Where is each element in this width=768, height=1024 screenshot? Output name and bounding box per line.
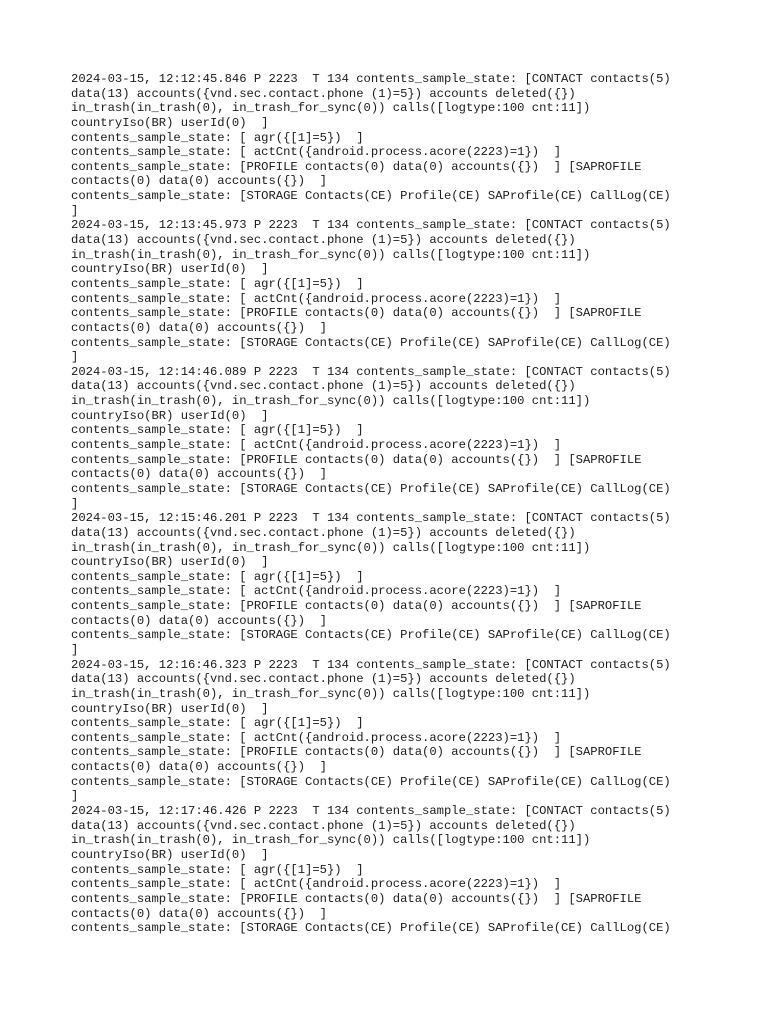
log-line: contents_sample_state: [PROFILE contacts(0) data(0) accounts({}) ] [SAPROFILE [71, 891, 642, 906]
log-line: countryIso(BR) userId(0) ] [71, 408, 269, 423]
log-line: contacts(0) data(0) accounts({}) ] [71, 613, 327, 628]
log-line: contents_sample_state: [ agr({[1]=5}) ] [71, 276, 364, 291]
log-line: data(13) accounts({vnd.sec.contact.phone (1)=5}) accounts deleted({}) [71, 379, 576, 394]
log-line: contents_sample_state: [ agr({[1]=5}) ] [71, 130, 364, 145]
log-line: ] [71, 496, 79, 511]
log-line: data(13) accounts({vnd.sec.contact.phone (1)=5}) accounts deleted({}) [71, 672, 576, 687]
log-line: contacts(0) data(0) accounts({}) ] [71, 320, 327, 335]
log-line: countryIso(BR) userId(0) ] [71, 701, 269, 716]
log-line: 2024-03-15, 12:16:46.323 P 2223 T 134 contents_sample_state: [CONTACT contacts(5) [71, 657, 671, 672]
log-line: contents_sample_state: [ actCnt({android.process.acore(2223)=1}) ] [71, 877, 562, 892]
log-line: 2024-03-15, 12:15:46.201 P 2223 T 134 contents_sample_state: [CONTACT contacts(5) [71, 511, 671, 526]
log-line: in_trash(in_trash(0), in_trash_for_sync(0)) calls([logtype:100 cnt:11]) [71, 540, 591, 555]
log-line: contents_sample_state: [STORAGE Contacts(CE) Profile(CE) SAProfile(CE) CallLog(CE) [71, 774, 671, 789]
log-line: countryIso(BR) userId(0) ] [71, 115, 269, 130]
log-line: contents_sample_state: [STORAGE Contacts(CE) Profile(CE) SAProfile(CE) CallLog(CE) [71, 628, 671, 643]
log-line: contents_sample_state: [PROFILE contacts(0) data(0) accounts({}) ] [SAPROFILE [71, 159, 642, 174]
log-line: 2024-03-15, 12:17:46.426 P 2223 T 134 contents_sample_state: [CONTACT contacts(5) [71, 804, 671, 819]
log-line: countryIso(BR) userId(0) ] [71, 555, 269, 570]
log-line: contents_sample_state: [ agr({[1]=5}) ] [71, 569, 364, 584]
log-line: contacts(0) data(0) accounts({}) ] [71, 467, 327, 482]
log-line: contents_sample_state: [ actCnt({android.process.acore(2223)=1}) ] [71, 438, 562, 453]
log-line: data(13) accounts({vnd.sec.contact.phone (1)=5}) accounts deleted({}) [71, 818, 576, 833]
log-line: contents_sample_state: [STORAGE Contacts(CE) Profile(CE) SAProfile(CE) CallLog(CE) [71, 335, 671, 350]
log-line: ] [71, 350, 79, 365]
log-line: in_trash(in_trash(0), in_trash_for_sync(0)) calls([logtype:100 cnt:11]) [71, 394, 591, 409]
log-line: contents_sample_state: [ agr({[1]=5}) ] [71, 716, 364, 731]
log-line: contents_sample_state: [STORAGE Contacts(CE) Profile(CE) SAProfile(CE) CallLog(CE) [71, 189, 671, 204]
log-line: in_trash(in_trash(0), in_trash_for_sync(0)) calls([logtype:100 cnt:11]) [71, 101, 591, 116]
log-line: contents_sample_state: [ actCnt({android.process.acore(2223)=1}) ] [71, 291, 562, 306]
log-line: data(13) accounts({vnd.sec.contact.phone (1)=5}) accounts deleted({}) [71, 86, 576, 101]
log-line: contacts(0) data(0) accounts({}) ] [71, 174, 327, 189]
log-line: in_trash(in_trash(0), in_trash_for_sync(0)) calls([logtype:100 cnt:11]) [71, 686, 591, 701]
log-line: ] [71, 203, 79, 218]
log-line: 2024-03-15, 12:12:45.846 P 2223 T 134 contents_sample_state: [CONTACT contacts(5) [71, 72, 671, 86]
log-line: 2024-03-15, 12:13:45.973 P 2223 T 134 contents_sample_state: [CONTACT contacts(5) [71, 218, 671, 233]
log-line: contacts(0) data(0) accounts({}) ] [71, 760, 327, 775]
log-line: countryIso(BR) userId(0) ] [71, 847, 269, 862]
log-line: contents_sample_state: [PROFILE contacts(0) data(0) accounts({}) ] [SAPROFILE [71, 306, 642, 321]
log-line: contents_sample_state: [ agr({[1]=5}) ] [71, 423, 364, 438]
log-line: data(13) accounts({vnd.sec.contact.phone (1)=5}) accounts deleted({}) [71, 525, 576, 540]
log-line: contents_sample_state: [STORAGE Contacts(CE) Profile(CE) SAProfile(CE) CallLog(CE) [71, 921, 671, 936]
log-line: contents_sample_state: [PROFILE contacts(0) data(0) accounts({}) ] [SAPROFILE [71, 745, 642, 760]
log-line: ] [71, 642, 79, 657]
log-line: contents_sample_state: [PROFILE contacts(0) data(0) accounts({}) ] [SAPROFILE [71, 452, 642, 467]
log-line: contacts(0) data(0) accounts({}) ] [71, 906, 327, 921]
log-line: contents_sample_state: [STORAGE Contacts(CE) Profile(CE) SAProfile(CE) CallLog(CE) [71, 481, 671, 496]
log-line: ] [71, 789, 79, 804]
log-line: contents_sample_state: [PROFILE contacts(0) data(0) accounts({}) ] [SAPROFILE [71, 599, 642, 614]
log-line: data(13) accounts({vnd.sec.contact.phone (1)=5}) accounts deleted({}) [71, 233, 576, 248]
log-text-block [71, 72, 751, 936]
log-line: in_trash(in_trash(0), in_trash_for_sync(0)) calls([logtype:100 cnt:11]) [71, 247, 591, 262]
log-line: countryIso(BR) userId(0) ] [71, 262, 269, 277]
log-line: in_trash(in_trash(0), in_trash_for_sync(0)) calls([logtype:100 cnt:11]) [71, 833, 591, 848]
log-line: contents_sample_state: [ actCnt({android.process.acore(2223)=1}) ] [71, 730, 562, 745]
log-line: 2024-03-15, 12:14:46.089 P 2223 T 134 contents_sample_state: [CONTACT contacts(5) [71, 364, 671, 379]
log-line: contents_sample_state: [ agr({[1]=5}) ] [71, 862, 364, 877]
log-line: contents_sample_state: [ actCnt({android.process.acore(2223)=1}) ] [71, 584, 562, 599]
log-line: contents_sample_state: [ actCnt({android.process.acore(2223)=1}) ] [71, 145, 562, 160]
